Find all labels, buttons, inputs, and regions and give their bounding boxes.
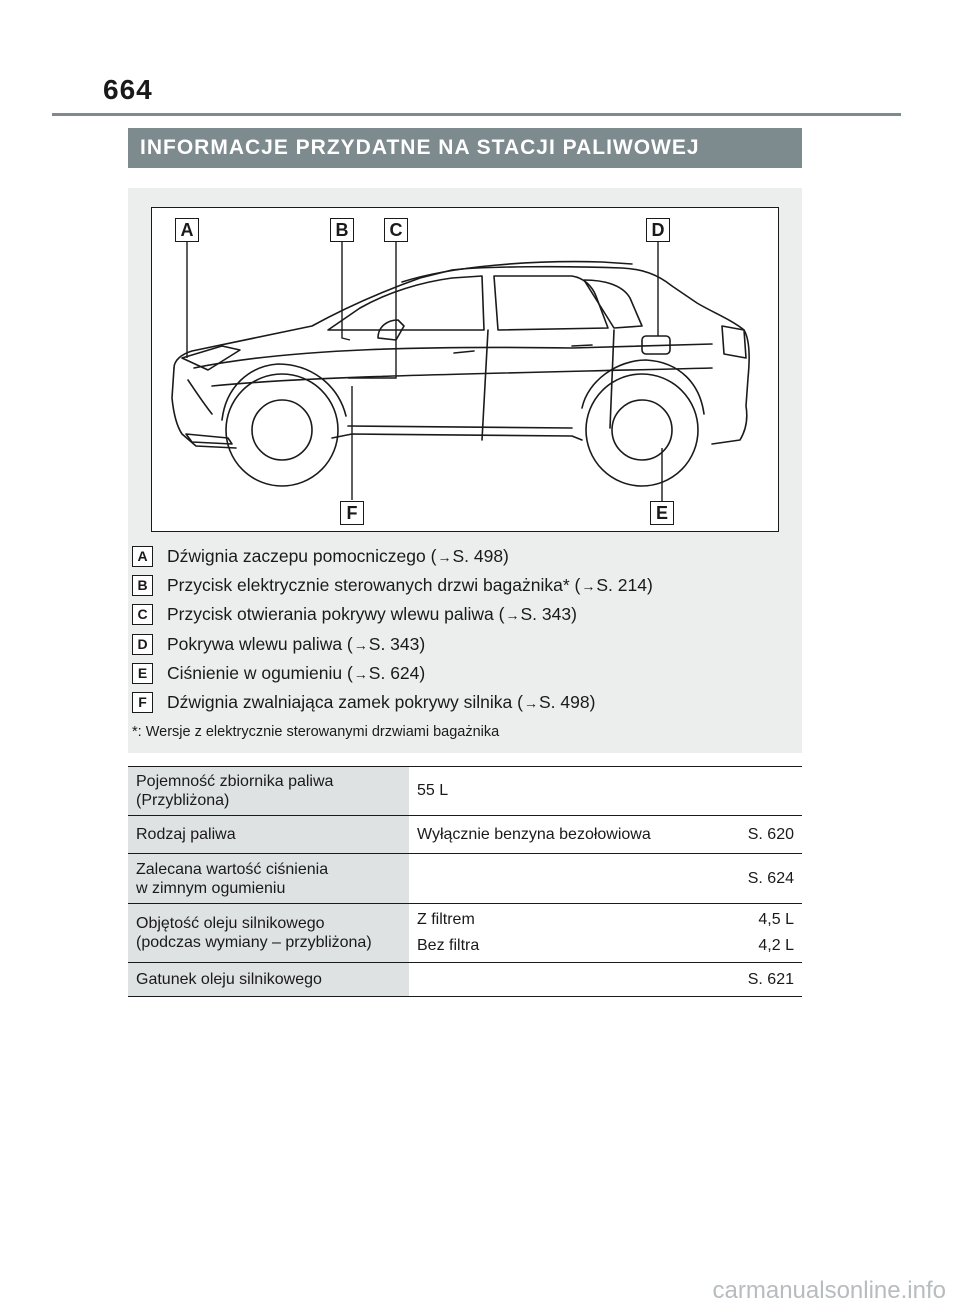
car-illustration <box>151 207 779 532</box>
table-value <box>409 963 802 997</box>
callout-a: A <box>175 218 199 242</box>
legend-item-a <box>132 542 792 571</box>
table-row <box>128 767 802 816</box>
arrow-right-icon: → <box>353 636 368 653</box>
legend-item-b <box>132 571 792 600</box>
table-label: Objętość oleju silnikowego (podczas wymiany – przybliżona) <box>128 904 409 963</box>
callout-e: E <box>650 501 674 525</box>
legend-text: Pokrywa wlewu paliwa (→S. 343) <box>167 633 426 654</box>
callout-d: D <box>646 218 670 242</box>
table-value: Wyłącznie benzyna bezołowiowa S. 620 <box>409 816 802 854</box>
legend-text: Ciśnienie w ogumieniu (→S. 624) <box>167 662 426 683</box>
table-value: 55 L <box>409 767 802 816</box>
table-label: Pojemność zbiornika paliwa (Przybliżona) <box>128 767 409 816</box>
callout-c: C <box>384 218 408 242</box>
legend-text: Przycisk otwierania pokrywy wlewu paliwa (→S. 343) <box>167 604 577 625</box>
legend-text: Przycisk elektrycznie sterowanych drzwi bagażnika* (→S. 214) <box>167 575 653 596</box>
legend-item-e <box>132 659 792 688</box>
table-label: Zalecana wartość ciśnienia w zimnym ogumieniu <box>128 854 409 904</box>
section-title: INFORMACJE PRZYDATNE NA STACJI PALIWOWEJ <box>128 128 802 168</box>
callout-legend <box>132 542 792 717</box>
legend-badge: C <box>132 604 153 625</box>
legend-badge: A <box>132 546 153 567</box>
footnote: *: Wersje z elektrycznie sterowanymi drzwiami bagażnika <box>132 724 500 740</box>
table-label: Rodzaj paliwa <box>128 816 409 854</box>
arrow-right-icon: → <box>437 549 452 566</box>
page-reference: S. 620 <box>747 825 794 843</box>
legend-badge: B <box>132 575 153 596</box>
legend-item-c <box>132 600 792 629</box>
legend-badge: E <box>132 663 153 684</box>
legend-item-f <box>132 688 792 717</box>
legend-text: Dźwignia zaczepu pomocniczego (→S. 498) <box>167 546 509 567</box>
table-row <box>128 904 802 963</box>
callout-b: B <box>330 218 354 242</box>
page-reference: S. 624 <box>747 869 794 887</box>
legend-text: Dźwignia zwalniająca zamek pokrywy silnika (→S. 498) <box>167 692 596 713</box>
header-rule <box>52 113 901 116</box>
table-value: Z filtrem 4,5 L Bez filtra 4,2 L <box>409 904 802 963</box>
page-reference: S. 621 <box>747 970 794 988</box>
callout-f: F <box>340 501 364 525</box>
fuel-spec-table <box>128 766 802 997</box>
legend-badge: D <box>132 634 153 655</box>
table-label: Gatunek oleju silnikowego <box>128 963 409 997</box>
legend-item-d <box>132 630 792 659</box>
arrow-right-icon: → <box>581 578 596 595</box>
arrow-right-icon: → <box>505 607 520 624</box>
table-row <box>128 816 802 854</box>
table-row <box>128 854 802 904</box>
site-watermark: carmanualsonline.info <box>712 1277 946 1304</box>
table-value <box>409 854 802 904</box>
table-row <box>128 963 802 997</box>
arrow-right-icon: → <box>523 695 538 712</box>
legend-badge: F <box>132 692 153 713</box>
suv-side-view-illustration <box>152 208 780 533</box>
page-number: 664 <box>103 74 153 105</box>
arrow-right-icon: → <box>353 665 368 682</box>
